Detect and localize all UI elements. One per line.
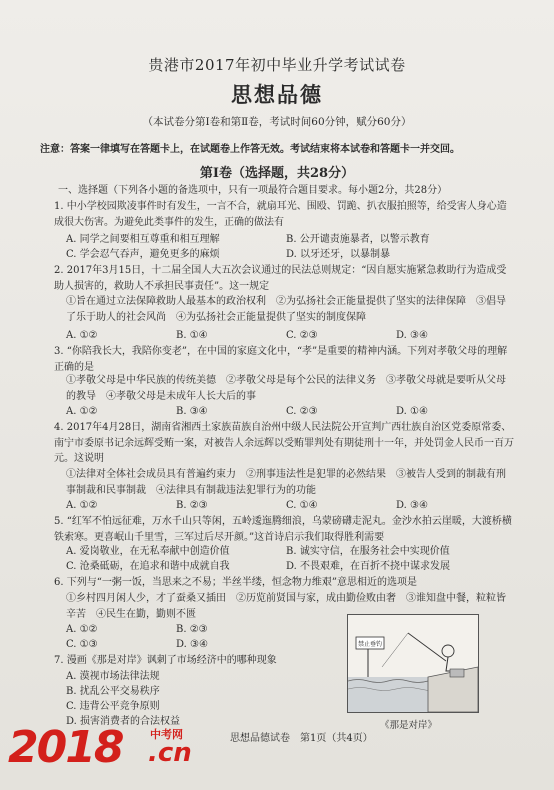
q4-option-a: A. ①② xyxy=(66,500,98,511)
watermark-site: 中考网 xyxy=(150,728,183,741)
q3-items: ①孝敬父母是中华民族的传统美德 ②孝敬父母是每个公民的法律义务 ③孝敬父母就是要听从父母的教导 ④孝敬父母是未成年人长大后的事 xyxy=(66,375,506,402)
q2-option-d: D. ③④ xyxy=(396,330,428,341)
q6-option-a: A. ①② xyxy=(66,624,98,635)
q3-option-a: A. ①② xyxy=(66,406,98,417)
q6-option-d: D. ③④ xyxy=(176,639,208,650)
q1-option-d: D. 以牙还牙，以暴制暴 xyxy=(286,249,391,260)
cartoon-illustration xyxy=(347,614,479,713)
q5-option-b: B. 诚实守信，在服务社会中实现价值 xyxy=(286,546,450,557)
section-instruction: 一、选择题（下列各小题的备选项中，只有一项最符合题目要求。每小题2分，共28分） xyxy=(58,185,448,196)
q6-option-b: B. ②③ xyxy=(176,624,208,635)
question-7-stem: 7. 漫画《那是对岸》讽刺了市场经济中的哪种现象 xyxy=(54,655,277,666)
q2-option-b: B. ①④ xyxy=(176,330,208,341)
question-5-stem: 5. “红军不怕远征难，万水千山只等闲，五岭逶迤腾细浪，乌蒙磅礴走泥丸。金沙水拍云崖暖，大渡桥横铁索寒。更喜岷山千里雪，三军过后尽开颜。”这首诗启示我们取得胜利需要 xyxy=(54,516,512,543)
q2-option-c: C. ②③ xyxy=(286,330,318,341)
q6-option-c: C. ①③ xyxy=(66,639,98,650)
exam-notice: 注意：答案一律填写在答题卡上，在试题卷上作答无效。考试结束将本试卷和答题卡一并交回。 xyxy=(40,144,460,155)
q5-option-d: D. 不畏艰难，在百折不挠中谋求发展 xyxy=(286,561,451,572)
q4-option-d: D. ③④ xyxy=(396,500,428,511)
q2-option-a: A. ①② xyxy=(66,330,98,341)
q7-option-d: D. 损害消费者的合法权益 xyxy=(66,716,181,727)
question-2-stem: 2. 2017年3月15日，十二届全国人大五次会议通过的民法总则规定：“因自愿实施紧急救助行为造成受助人损害的，救助人不承担民事责任”。这一规定 xyxy=(54,265,507,292)
fishing-line xyxy=(382,633,408,667)
cartoon-caption: 《那是对岸》 xyxy=(380,720,438,731)
q2-items: ①旨在通过立法保障救助人最基本的政治权利 ②为弘扬社会正能量提供了坚实的法律保障 ③倡导了乐于助人的社会风尚 ④为弘扬社会正能量提供了坚实的制度保障 xyxy=(66,296,506,323)
q1-option-b: B. 公开谴责施暴者，以警示教育 xyxy=(286,234,430,245)
q3-option-c: C. ②③ xyxy=(286,406,318,417)
q5-option-c: C. 沧桑砥砺，在追求和谐中成就自我 xyxy=(66,561,230,572)
question-6-stem: 6. 下列与“一粥一饭，当思来之不易；半丝半缕，恒念物力维艰”意思相近的选项是 xyxy=(54,577,417,588)
site-watermark-logo xyxy=(8,722,228,782)
q4-option-b: B. ②③ xyxy=(176,500,208,511)
q4-option-c: C. ①④ xyxy=(286,500,318,511)
question-4-stem: 4. 2017年4月28日，湖南省湘西土家族苗族自治州中级人民法院公开宣判广西壮族自治区党委原常委、南宁市委原书记余远辉受贿一案，对被告人余远辉以受贿罪判处有期徒刑十一年，并处罚金人民币一百万元。这说明 xyxy=(54,422,514,464)
q1-option-a: A. 同学之间要相互尊重和相互理解 xyxy=(66,234,220,245)
question-1-stem: 1. 中小学校园欺凌事件时有发生，一言不合，就扇耳光、围殴、罚跪、扒衣服拍照等，给受害人身心造成很大伤害。为避免此类事件的发生，正确的做法有 xyxy=(54,201,507,228)
q3-option-d: D. ①④ xyxy=(396,406,428,417)
subject-title: 思想品德 xyxy=(231,82,323,107)
section-title: 第Ⅰ卷（选择题，共28分） xyxy=(199,166,355,181)
q4-items: ①法律对全体社会成员具有普遍约束力 ②刑事违法性是犯罪的必然结果 ③被告人受到的制裁有刑事制裁和民事制裁 ④法律具有制裁违法犯罪行为的功能 xyxy=(66,469,506,496)
q5-option-a: A. 爱岗敬业，在无私奉献中创造价值 xyxy=(66,546,230,557)
sign-text: 禁止垂钓 xyxy=(357,641,383,648)
watermark-domain: .cn xyxy=(148,738,192,768)
q7-option-b: B. 扰乱公平交易秩序 xyxy=(66,686,160,697)
question-3-stem: 3. “你陪我长大，我陪你变老”，在中国的家庭文化中，“孝”是重要的精神内涵。下列对孝敬父母的理解正确的是 xyxy=(54,346,508,373)
q3-option-b: B. ③④ xyxy=(176,406,208,417)
watermark-main: 2018 xyxy=(8,722,123,773)
exam-title: 贵港市2017年初中毕业升学考试试卷 xyxy=(148,56,406,74)
q7-option-a: A. 漠视市场法律法规 xyxy=(66,671,160,682)
q6-items: ①乡村四月闲人少，才了蚕桑又插田 ②历览前贤国与家，成由勤俭败由奢 ③谁知盘中餐，粒粒皆辛苦 ④民生在勤，勤则不匮 xyxy=(66,593,506,620)
q1-option-c: C. 学会忍气吞声，避免更多的麻烦 xyxy=(66,249,220,260)
page-footer: 思想品德试卷 第1页（共4页） xyxy=(230,733,373,744)
exam-subtitle: （本试卷分第Ⅰ卷和第Ⅱ卷，考试时间60分钟，赋分60分） xyxy=(142,116,412,128)
fishing-cartoon-drawing xyxy=(348,615,478,712)
q7-option-c: C. 违背公平竞争原则 xyxy=(66,701,160,712)
fishing-rod xyxy=(408,633,446,661)
bucket xyxy=(450,669,464,677)
fisher-head xyxy=(442,645,454,657)
